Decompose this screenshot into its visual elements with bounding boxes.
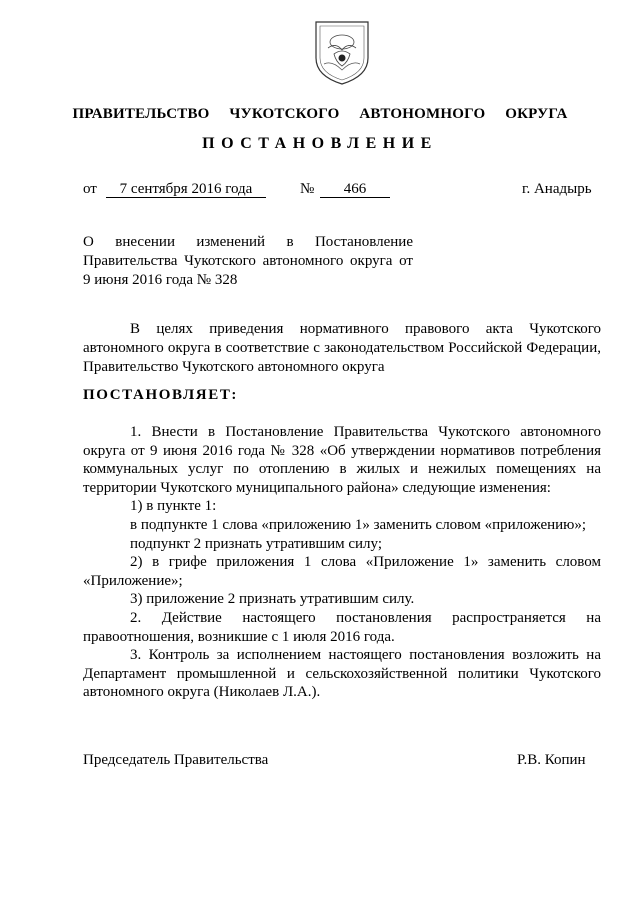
signatory-name: Р.В. Копин [517, 752, 586, 768]
number-label: № [300, 181, 315, 197]
document-number: 466 [320, 181, 390, 198]
date-field-wrap [106, 180, 266, 198]
number-field-wrap [320, 180, 390, 198]
document-subject [83, 233, 413, 290]
government-title: ПРАВИТЕЛЬСТВО ЧУКОТСКОГО АВТОНОМНОГО ОКРУГА [72, 106, 568, 122]
document-type: ПОСТАНОВЛЕНИЕ [202, 135, 438, 152]
paragraph: 3. Контроль за исполнением настоящего постановления возложить на Департамент промышленной и сельскохозяйственной политики Чукотского автономного округа (Николаев Л.А.). [83, 647, 601, 701]
document-date: 7 сентября 2016 года [106, 181, 266, 198]
signatory-position: Председатель Правительства [83, 752, 269, 768]
paragraph: 2) в грифе приложения 1 слова «Приложение 1» заменить словом «Приложение»; [83, 554, 601, 589]
preamble: В целях приведения нормативного правового акта Чукотского автономного округа в соответствие с законодательством Российской Федерации, Правительство Чукотского автономного округа [83, 321, 601, 375]
paragraph: в подпункте 1 слова «приложению 1» заменить словом «приложению»; [130, 516, 587, 533]
paragraph: 1) в пункте 1: [130, 498, 217, 515]
paragraph: 1. Внести в Постановление Правительства Чукотского автономного округа от 9 июня 2016 года № 328 «Об утверждении нормативов потребления коммунальных услуг по отоплению в жилых и нежилых помещениях на территории Чукотского муниципального района» следующие изменения: [83, 424, 601, 496]
paragraph: 2. Действие настоящего постановления распространяется на правоотношения, возникшие с 1 июля 2016 года. [83, 609, 601, 645]
subject-line: О внесении изменений в Постановление [83, 234, 413, 250]
subject-line: Правительства Чукотского автономного округа от [83, 253, 413, 269]
paragraph: подпункт 2 признать утратившим силу; [130, 535, 382, 552]
document-body [83, 423, 601, 702]
from-label: от [83, 181, 97, 197]
decree-heading: ПОСТАНОВЛЯЕТ: [83, 387, 239, 403]
paragraph: 3) приложение 2 признать утратившим силу. [130, 591, 415, 608]
city: г. Анадырь [522, 181, 592, 197]
subject-line: 9 июня 2016 года № 328 [83, 272, 238, 288]
chukotka-coat-of-arms-icon [310, 18, 374, 86]
